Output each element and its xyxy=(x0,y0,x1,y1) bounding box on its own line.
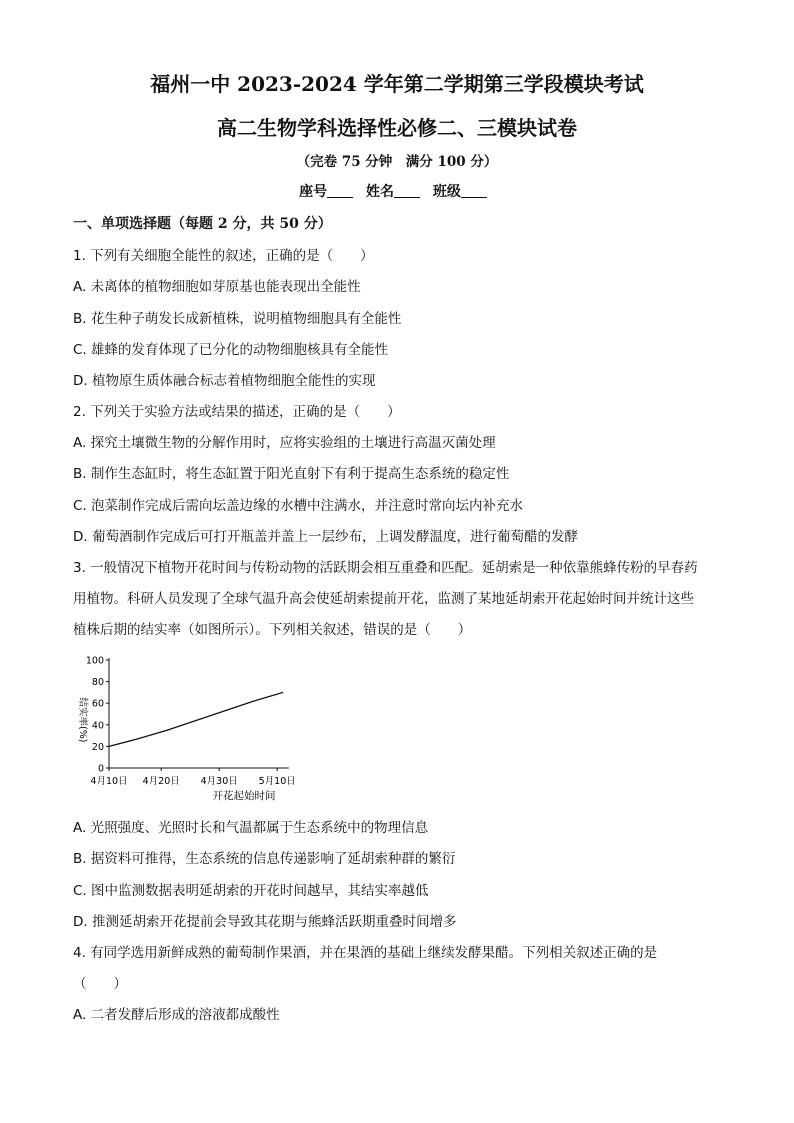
section-heading: 一、单项选择题（每题 2 分，共 50 分） xyxy=(73,216,332,232)
q1-stem: 1. 下列有关细胞全能性的叙述，正确的是（ ） xyxy=(73,248,374,264)
y-tick-label: 60 xyxy=(91,698,104,710)
x-axis-label: 开花起始时间 xyxy=(212,790,276,802)
chart-x-ticks xyxy=(90,768,295,787)
name-blank[interactable] xyxy=(394,183,420,198)
q2-option-d: D. 葡萄酒制作完成后可打开瓶盖并盖上一层纱布，上调发酵温度，进行葡萄醋的发酵 xyxy=(73,529,578,545)
seat-blank[interactable] xyxy=(327,183,353,198)
q1-option-d: D. 植物原生质体融合标志着植物细胞全能性的实现 xyxy=(73,373,376,389)
q4-stem-line1: 4. 有同学选用新鲜成熟的葡萄制作果酒，并在果酒的基础上继续发酵果醋。下列相关叙述正确的是 xyxy=(73,945,658,961)
chart-y-ticks xyxy=(86,656,109,775)
exam-title-line2: 高二生物学科选择性必修二、三模块试卷 xyxy=(217,116,577,140)
y-tick-label: 20 xyxy=(91,741,104,753)
x-tick-label: 4月30日 xyxy=(200,776,238,787)
q3-stem-line1: 3. 一般情况下植物开花时间与传粉动物的活跃期会相互重叠和匹配。延胡索是一种依靠熊蜂传粉的早春药 xyxy=(73,560,698,576)
seat-label: 座号 xyxy=(299,184,328,200)
q3-stem-line2: 用植物。科研人员发现了全球气温升高会使延胡索提前开花，监测了某地延胡索开花起始时间并统计这些 xyxy=(73,591,694,607)
y-tick-label: 40 xyxy=(91,720,104,732)
fruit-set-rate-chart xyxy=(72,648,296,806)
x-tick-label: 4月10日 xyxy=(90,776,128,787)
class-label: 班级 xyxy=(432,184,461,200)
q3-option-d: D. 推测延胡索开花提前会导致其花期与熊蜂活跃期重叠时间增多 xyxy=(73,914,457,930)
y-tick-label: 0 xyxy=(97,763,104,775)
y-tick-label: 100 xyxy=(85,655,104,667)
q3-option-c: C. 图中监测数据表明延胡索的开花时间越早，其结实率越低 xyxy=(73,883,429,899)
q2-stem: 2. 下列关于实验方法或结果的描述，正确的是（ ） xyxy=(73,404,401,420)
q4-option-a: A. 二者发酵后形成的溶液都成酸性 xyxy=(73,1007,280,1023)
name-label: 姓名 xyxy=(366,184,394,200)
y-tick-label: 80 xyxy=(91,677,104,689)
exam-title-line1: 福州一中 2023-2024 学年第二学期第三学段模块考试 xyxy=(150,72,644,96)
q2-option-a: A. 探究土壤微生物的分解作用时，应将实验组的土壤进行高温灭菌处理 xyxy=(73,435,496,451)
q1-option-a: A. 未离体的植物细胞如芽原基也能表现出全能性 xyxy=(73,279,361,295)
exam-subtitle: （完卷 75 分钟 满分 100 分） xyxy=(296,154,498,170)
chart-axes xyxy=(109,658,289,768)
x-tick-label: 5月10日 xyxy=(258,776,296,787)
q1-option-b: B. 花生种子萌发长成新植株，说明植物细胞具有全能性 xyxy=(73,311,402,327)
q4-stem-line2: （ ） xyxy=(73,976,127,992)
q3-option-a: A. 光照强度、光照时长和气温都属于生态系统中的物理信息 xyxy=(73,820,429,836)
q3-stem-line3: 植株后期的结实率（如图所示）。下列相关叙述，错误的是（ ） xyxy=(73,622,472,638)
q2-option-c: C. 泡菜制作完成后需向坛盖边缘的水槽中注满水，并注意时常向坛内补充水 xyxy=(73,498,524,514)
y-axis-label: 结实率(%) xyxy=(77,697,88,743)
student-info-row xyxy=(0,181,794,201)
x-tick-label: 4月20日 xyxy=(142,776,180,787)
q2-option-b: B. 制作生态缸时，将生态缸置于阳光直射下有利于提高生态系统的稳定性 xyxy=(73,466,510,482)
q1-option-c: C. 雄蜂的发育体现了已分化的动物细胞核具有全能性 xyxy=(73,342,389,358)
series-line xyxy=(109,692,283,746)
q3-option-b: B. 据资料可推得，生态系统的信息传递影响了延胡索种群的繁衍 xyxy=(73,851,456,867)
class-blank[interactable] xyxy=(461,183,487,198)
